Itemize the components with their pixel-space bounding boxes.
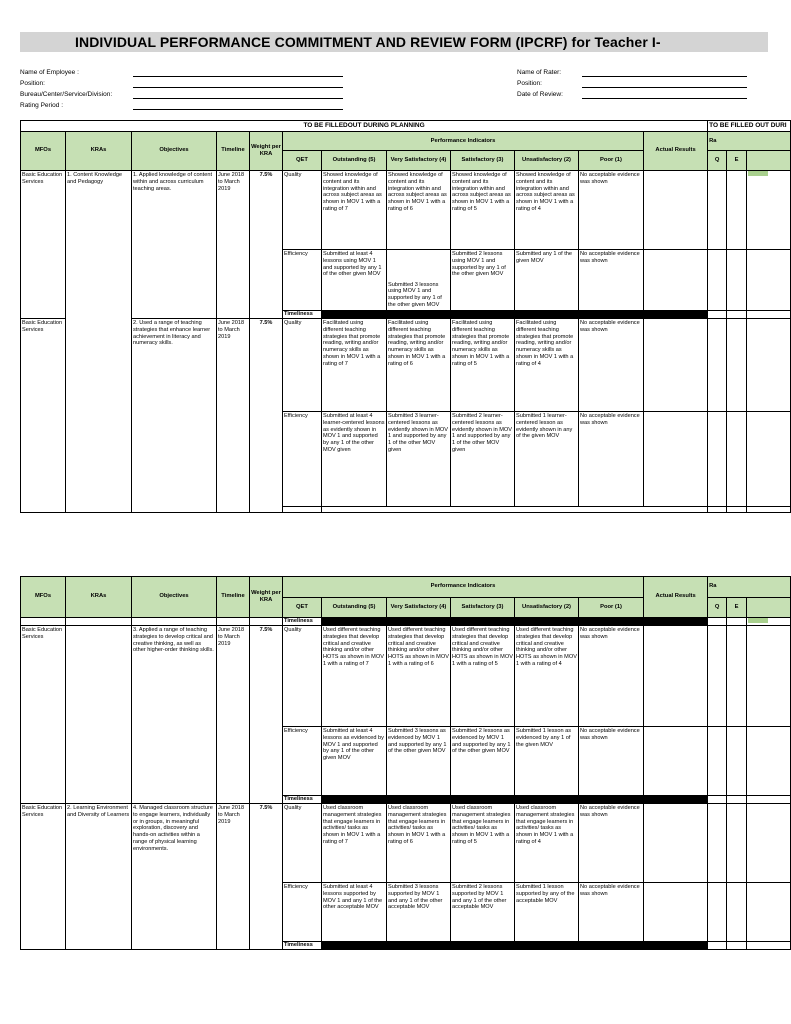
indicator-cell: Submitted 3 lessons supported by MOV 1 and any 1 of the other acceptable MOV [387,883,451,942]
objective-cell: 2. Used a range of teaching strategies that enhance learner achievement in literacy and numeracy skills. [132,318,217,512]
col-e: E [727,151,747,171]
col-actual-results: Actual Results [644,131,708,170]
qet-efficiency: Efficiency [283,727,322,796]
spacer-cell [21,618,66,626]
col-unsatisfactory: Unsatisfactory (2) [515,151,579,171]
indicator-cell: Used classroom management strategies that engage learners in activities/ tasks as shown in MOV 1 with a rating of 6 [387,804,451,883]
rating-t-cell[interactable] [747,170,791,249]
review-header: TO BE FILLED OUT DURI [708,121,791,132]
mfo-cell: Basic Education Services [21,626,66,804]
spacer-cell [250,618,283,626]
qet-efficiency: Efficiency [283,411,322,506]
kra-cell [66,626,132,804]
col-rating: Ra [708,577,791,598]
col-actual-results: Actual Results [644,577,708,618]
field-date-of-review[interactable] [582,98,747,99]
rating-q-cell[interactable] [708,170,727,249]
actual-results-cell[interactable] [644,727,708,796]
actual-results-cell[interactable] [644,626,708,727]
indicator-cell: Facilitated using different teaching strategies that promote reading, writing and/or numeracy skills as shown in MOV 1 with a rating of 6 [387,318,451,411]
rating-q-cell[interactable] [708,626,727,727]
col-outstanding: Outstanding (5) [322,597,387,618]
indicator-cell: No acceptable evidence was shown [579,883,644,942]
field-name-of-employee[interactable] [133,76,343,77]
rating-q-cell[interactable] [708,411,727,506]
qet-timeliness: Timeliness [283,618,322,626]
qet-quality: Quality [283,318,322,411]
indicator-cell: Submitted at least 4 lessons supported by MOV 1 and any 1 of the other acceptable MOV [322,883,387,942]
rating-e-cell[interactable] [727,411,747,506]
col-timeline: Timeline [217,577,250,618]
rating-e-cell[interactable] [727,318,747,411]
col-very-satisfactory: Very Satisfactory (4) [387,597,451,618]
col-outstanding: Outstanding (5) [322,151,387,171]
rating-t-cell[interactable] [747,626,791,727]
col-poor: Poor (1) [579,597,644,618]
employee-info-left [20,67,330,111]
qet-quality: Quality [283,626,322,727]
indicator-cell: Submitted 1 lesson as evidenced by any 1 of the given MOV [515,727,579,796]
indicator-cell: Used different teaching strategies that develop critical and creative thinking and/or other HOTS as shown in MOV 1 with a rating of 4 [515,626,579,727]
rating-e-cell[interactable] [727,249,747,310]
col-mfos: MFOs [21,131,66,170]
col-very-satisfactory: Very Satisfactory (4) [387,151,451,171]
mfo-cell: Basic Education Services [21,170,66,318]
spacer-cell [66,618,132,626]
rating-t-cell[interactable] [747,942,791,950]
employee-info-right [517,67,757,100]
spacer-cell [322,506,708,512]
rating-q-cell[interactable] [708,796,727,804]
rating-e-cell[interactable] [727,626,747,727]
rating-t-cell[interactable] [747,618,791,626]
col-kras: KRAs [66,577,132,618]
label-name-of-rater: Name of Rater: [517,69,562,76]
kra-cell: 1. Content Knowledge and Pedagogy [66,170,132,512]
indicator-cell: Used different teaching strategies that develop critical and creative thinking and/or other HOTS as shown in MOV 1 with a rating of 7 [322,626,387,727]
rating-q-cell[interactable] [708,942,727,950]
col-q: Q [708,597,727,618]
indicator-cell: Showed knowledge of content and its integration within and across subject areas as shown in MOV 1 with a rating of 4 [515,170,579,249]
timeliness-bar [322,618,708,626]
rating-t-cell[interactable] [747,318,791,411]
rating-t-cell[interactable] [747,804,791,883]
col-t [747,597,791,618]
indicator-cell: No acceptable evidence was shown [579,411,644,506]
rating-e-cell[interactable] [727,942,747,950]
col-t [747,151,791,171]
ipcrf-table-2 [20,576,768,950]
rating-t-cell[interactable] [747,249,791,310]
rating-e-cell[interactable] [727,883,747,942]
field-position[interactable] [133,87,343,88]
form-title: INDIVIDUAL PERFORMANCE COMMITMENT AND REVIEW FORM (IPCRF) for Teacher I- [75,34,661,50]
indicator-cell: Used classroom management strategies that engage learners in activities/ tasks as shown in MOV 1 with a rating of 7 [322,804,387,883]
spacer-cell [217,618,250,626]
planning-header: TO BE FILLEDOUT DURING PLANNING [21,121,708,132]
label-rating-period: Rating Period : [20,102,63,109]
indicator-cell: Submitted 1 lesson supported by any of the acceptable MOV [515,883,579,942]
objective-cell: 4. Managed classroom structure to engage learners, individually or in groups, in meaningful exploration, discovery and hands-on activities within a range of physical learning environments. [132,804,217,950]
actual-results-cell[interactable] [644,249,708,310]
timeline-cell: June 2018 to March 2019 [217,170,250,318]
qet-timeliness: Timeliness [283,796,322,804]
col-objectives: Objectives [132,577,217,618]
table-row [21,626,791,727]
col-performance-indicators: Performance Indicators [283,131,644,151]
indicator-cell: No acceptable evidence was shown [579,804,644,883]
col-mfos: MFOs [21,577,66,618]
rating-e-cell[interactable] [727,618,747,626]
qet-timeliness: Timeliness [283,942,322,950]
rating-t-cell[interactable] [747,506,791,512]
rating-q-cell[interactable] [708,727,727,796]
indicator-cell: Submitted at least 4 learner-centered lessons as evidently shown in MOV 1 and supported by any 1 of the other MOV given [322,411,387,506]
table-row [21,170,791,249]
rating-t-cell[interactable] [747,883,791,942]
form-title-bar [20,32,768,52]
timeliness-bar [322,942,708,950]
col-unsatisfactory: Unsatisfactory (2) [515,597,579,618]
field-rater-position[interactable] [582,87,747,88]
ipcrf-table-1 [20,120,787,513]
col-satisfactory: Satisfactory (3) [451,597,515,618]
indicator-cell: Submitted 2 lessons using MOV 1 and supported by any 1 of the other given MOV [451,249,515,310]
timeliness-bar [322,310,708,318]
label-date-of-review: Date of Review: [517,91,563,98]
qet-quality: Quality [283,170,322,249]
mfo-cell: Basic Education Services [21,804,66,950]
indicator-cell: Submitted 2 lessons as evidenced by MOV 1 and supported by any 1 of the other given MOV [451,727,515,796]
col-rating: Ra [708,131,791,151]
indicator-cell: Submitted 3 lessons using MOV 1 and supported by any 1 of the other given MOV [387,249,451,310]
qet-timeliness: Timeliness [283,310,322,318]
rating-t-cell[interactable] [747,796,791,804]
actual-results-cell[interactable] [644,318,708,411]
indicator-cell: Submitted any 1 of the given MOV [515,249,579,310]
objective-cell: 1. Applied knowledge of content within and across curriculum teaching areas. [132,170,217,318]
col-q: Q [708,151,727,171]
timeline-cell: June 2018 to March 2019 [217,804,250,950]
rating-q-cell[interactable] [708,804,727,883]
indicator-cell: Showed knowledge of content and its integration within and across subject areas as shown in MOV 1 with a rating of 6 [387,170,451,249]
indicator-cell: Facilitated using different teaching strategies that promote reading, writing and/or numeracy skills as shown in MOV 1 with a rating of 7 [322,318,387,411]
actual-results-cell[interactable] [644,804,708,883]
col-qet: QET [283,151,322,171]
rating-q-cell[interactable] [708,883,727,942]
col-e: E [727,597,747,618]
indicator-cell: No acceptable evidence was shown [579,249,644,310]
indicator-cell: Used classroom management strategies that engage learners in activities/ tasks as shown in MOV 1 with a rating of 4 [515,804,579,883]
label-name-of-employee: Name of Employee : [20,69,79,76]
indicator-cell: Facilitated using different teaching strategies that promote reading, writing and/or numeracy skills as shown in MOV 1 with a rating of 5 [451,318,515,411]
rating-q-cell[interactable] [708,310,727,318]
table-row [21,618,791,626]
field-bureau[interactable] [133,98,343,99]
actual-results-cell[interactable] [644,411,708,506]
rating-q-cell[interactable] [708,249,727,310]
col-kras: KRAs [66,131,132,170]
qet-efficiency: Efficiency [283,883,322,942]
label-position: Position: [20,80,45,87]
rating-e-cell[interactable] [727,804,747,883]
rating-e-cell[interactable] [727,506,747,512]
indicator-cell: Showed knowledge of content and its integration within and across subject areas as shown in MOV 1 with a rating of 5 [451,170,515,249]
actual-results-cell[interactable] [644,883,708,942]
rating-e-cell[interactable] [727,727,747,796]
indicator-cell: Used different teaching strategies that develop critical and creative thinking and/or other HOTS as shown in MOV 1 with a rating of 5 [451,626,515,727]
rating-q-cell[interactable] [708,618,727,626]
rating-t-cell[interactable] [747,411,791,506]
col-performance-indicators: Performance Indicators [283,577,644,598]
actual-results-cell[interactable] [644,170,708,249]
rating-q-cell[interactable] [708,506,727,512]
qet-efficiency: Efficiency [283,249,322,310]
indicator-cell: No acceptable evidence was shown [579,626,644,727]
weight-cell: 7.5% [250,804,283,950]
timeline-cell: June 2018 to March 2019 [217,318,250,512]
label-bureau: Bureau/Center/Service/Division: [20,91,113,98]
table-row [21,804,791,883]
mfo-cell: Basic Education Services [21,318,66,512]
weight-cell: 7.5% [250,626,283,804]
indicator-cell: Submitted at least 4 lessons as evidenced by MOV 1 and supported by any 1 of the other given MOV [322,727,387,796]
rating-q-cell[interactable] [708,318,727,411]
indicator-cell: Submitted 3 lessons as evidenced by MOV 1 and supported by any 1 of the other given MOV [387,727,451,796]
indicator-cell: Submitted at least 4 lessons using MOV 1 and supported by any 1 of the other given MOV [322,249,387,310]
indicator-cell: Submitted 1 learner-centered lesson as evidently shown in any of the given MOV [515,411,579,506]
qet-spacer [283,506,322,512]
field-rating-period[interactable] [133,109,343,110]
col-qet: QET [283,597,322,618]
indicator-cell: Submitted 2 lessons supported by MOV 1 and any 1 of the other acceptable MOV [451,883,515,942]
label-rater-position: Position: [517,80,542,87]
objective-cell: 3. Applied a range of teaching strategies to develop critical and creative thinking, as well as other higher-order thinking skills. [132,626,217,804]
indicator-cell: No acceptable evidence was shown [579,170,644,249]
col-satisfactory: Satisfactory (3) [451,151,515,171]
rating-t-cell[interactable] [747,310,791,318]
indicator-cell: No acceptable evidence was shown [579,727,644,796]
timeline-cell: June 2018 to March 2019 [217,626,250,804]
rating-e-cell[interactable] [727,310,747,318]
table-row [21,318,791,411]
indicator-cell: Facilitated using different teaching strategies that promote reading, writing and/or numeracy skills as shown in MOV 1 with a rating of 4 [515,318,579,411]
col-weight: Weight per KRA [250,577,283,618]
indicator-cell: Used classroom management strategies that engage learners in activities/ tasks as shown in MOV 1 with a rating of 5 [451,804,515,883]
indicator-cell: Used different teaching strategies that develop critical and creative thinking and/or other HOTS as shown in MOV 1 with a rating of 6 [387,626,451,727]
rating-e-cell[interactable] [727,796,747,804]
rating-e-cell[interactable] [727,170,747,249]
col-timeline: Timeline [217,131,250,170]
weight-cell: 7.5% [250,318,283,512]
spacer-cell [132,618,217,626]
indicator-cell: Showed knowledge of content and its integration within and across subject areas as shown in MOV 1 with a rating of 7 [322,170,387,249]
indicator-cell: Submitted 3 learner-centered lessons as evidently shown in MOV 1 and supported by any 1 of the other MOV given [387,411,451,506]
col-weight: Weight per KRA [250,131,283,170]
weight-cell: 7.5% [250,170,283,318]
timeliness-bar [322,796,708,804]
col-objectives: Objectives [132,131,217,170]
kra-cell: 2. Learning Environment and Diversity of Learners [66,804,132,950]
indicator-cell: Submitted 2 learner-centered lessons as evidently shown in MOV 1 and supported by any 1 of the other MOV given [451,411,515,506]
col-poor: Poor (1) [579,151,644,171]
rating-t-cell[interactable] [747,727,791,796]
qet-quality: Quality [283,804,322,883]
field-name-of-rater[interactable] [582,76,747,77]
indicator-cell: No acceptable evidence was shown [579,318,644,411]
